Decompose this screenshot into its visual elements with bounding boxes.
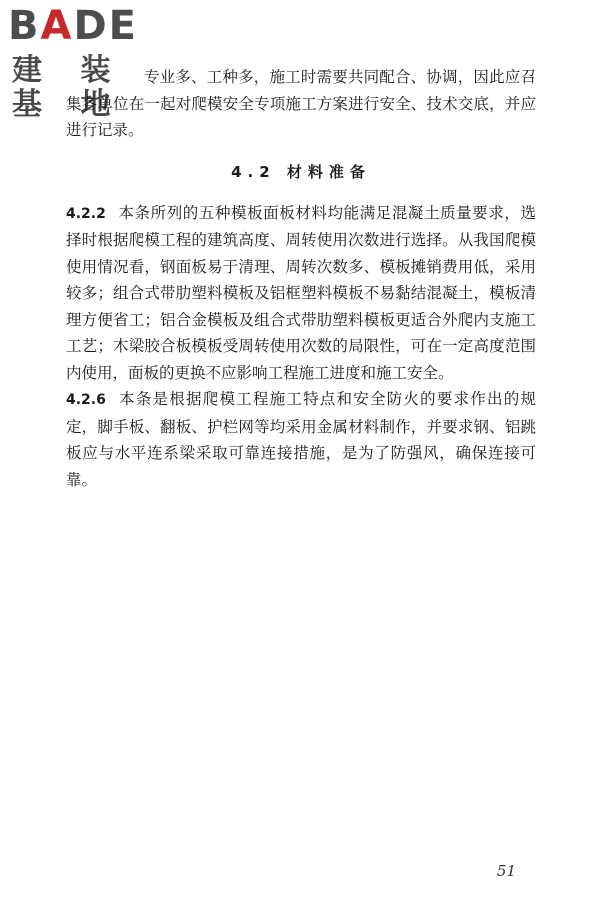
page-body [66,64,536,493]
section-number: 4.2 [231,162,276,181]
clause-paragraph [66,200,536,387]
logo-latin-text [8,4,138,48]
clause-number: 4.2.2 [66,205,106,222]
logo-chinese-text: 建 装 基 地 [12,53,125,122]
page-number: 51 [496,862,516,880]
section-title-text: 材料准备 [286,162,371,181]
logo-letter-a: A [40,3,74,49]
logo-letter-b: B [8,3,41,49]
clause-text: 本条所列的五种模板面板材料均能满足混凝土质量要求，选择时根据爬模工程的建筑高度、周转使用次数进行选择。从我国爬模使用情况看，钢面板易于清理、周转次数多、模板摊销费用低，采用较多；组合式带肋塑料模板及铝框塑料模板不易黏结混凝土，模板清理方便省工；铝合金模板及组合式带肋塑料模板更适合外爬内支施工工艺；木梁胶合板模板受周转使用次数的局限性，可在一定高度范围内使用，面板的更换不应影响工程施工进度和施工安全。 [66,203,536,382]
section-heading [66,162,536,182]
clause-number: 4.2.6 [66,392,106,408]
continuation-paragraph: 专业多、工种多，施工时需要共同配合、协调，因此应召集各单位在一起对爬模安全专项施工方案进行安全、技术交底，并应进行记录。 [66,68,536,139]
clause-paragraph [66,386,536,493]
clause-text: 本条是根据爬模工程施工特点和安全防火的要求作出的规定，脚手板、翻板、护栏网等均采用金属材料制作，并要求钢、铝跳板应与水平连系梁采取可靠连接措施，是为了防强风，确保连接可靠。 [66,390,536,489]
logo-letters-de: DE [73,3,138,49]
